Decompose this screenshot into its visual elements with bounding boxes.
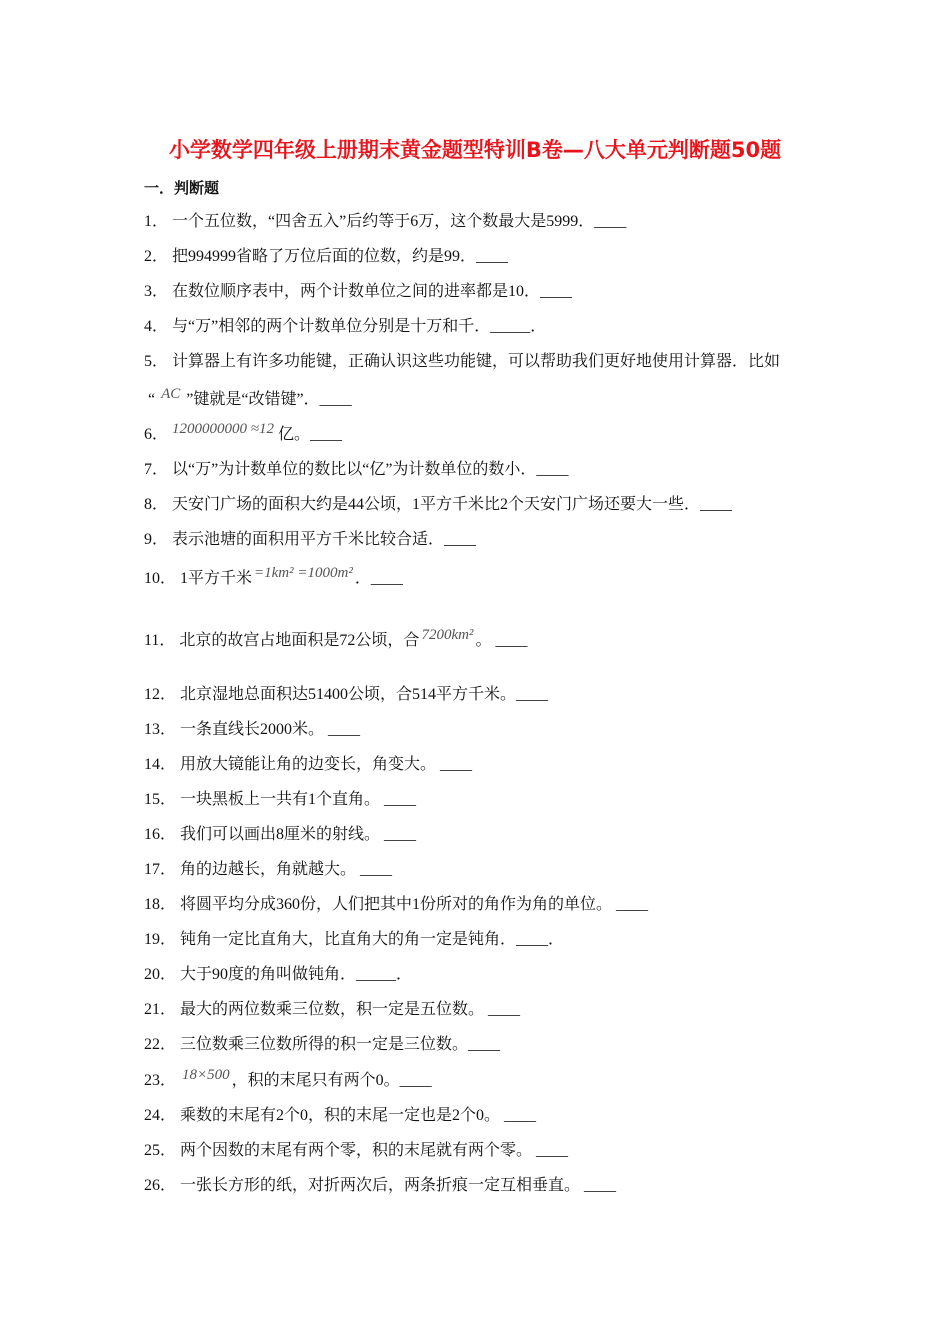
question-17 — [144, 859, 392, 881]
question-number: 4． — [144, 318, 169, 335]
question-text-post: 亿。____ — [278, 426, 343, 443]
question-text: 与“万”相邻的两个计数单位分别是十万和千．_____． — [172, 318, 547, 335]
question-number: 6． — [144, 426, 169, 443]
question-text: 一块黑板上一共有1个直角。 ____ — [180, 791, 417, 808]
question-11 — [144, 627, 528, 652]
question-text-post: 。 ____ — [475, 632, 528, 649]
question-4 — [144, 316, 546, 338]
question-22 — [144, 1034, 500, 1056]
question-number: 8． — [144, 496, 169, 513]
math-expression: =1km² =1000m² — [254, 565, 353, 581]
math-expression: 1200000000 ≈12 — [172, 421, 274, 437]
question-number: 3． — [144, 283, 169, 300]
question-text: 乘数的末尾有2个0，积的末尾一定也是2个0。 ____ — [180, 1107, 537, 1124]
question-26 — [144, 1175, 616, 1197]
question-number: 22． — [144, 1036, 177, 1053]
math-expression: 18×500 — [182, 1067, 230, 1083]
question-text: 钝角一定比直角大，比直角大的角一定是钝角．____． — [180, 931, 565, 948]
question-number: 21． — [144, 1001, 177, 1018]
question-number: 11． — [144, 632, 176, 649]
question-1 — [144, 211, 626, 233]
question-25 — [144, 1140, 568, 1162]
question-3 — [144, 281, 572, 303]
question-number: 14． — [144, 756, 177, 773]
question-8 — [144, 494, 732, 516]
question-text-post: ，积的末尾只有两个0。____ — [231, 1072, 432, 1089]
question-text: 一个五位数，“四舍五入”后约等于6万，这个数最大是5999．____ — [172, 213, 627, 230]
question-text: 用放大镜能让角的边变长，角变大。 ____ — [180, 756, 473, 773]
question-text: 在数位顺序表中，两个计数单位之间的进率都是10．____ — [172, 283, 573, 300]
question-number: 12． — [144, 686, 177, 703]
question-text: 表示池塘的面积用平方千米比较合适．____ — [172, 531, 477, 548]
question-text-pre: “ — [148, 391, 156, 408]
question-text: 角的边越长，角就越大。 ____ — [180, 861, 393, 878]
question-number: 1． — [144, 213, 169, 230]
question-text: 最大的两位数乘三位数，积一定是五位数。 ____ — [180, 1001, 521, 1018]
question-text: 三位数乘三位数所得的积一定是三位数。____ — [180, 1036, 501, 1053]
question-number: 17． — [144, 861, 177, 878]
question-text: 一张长方形的纸，对折两次后，两条折痕一定互相垂直。 ____ — [180, 1177, 617, 1194]
question-number: 5． — [144, 353, 169, 370]
question-number: 9． — [144, 531, 169, 548]
question-text-pre: 1平方千米 — [180, 570, 253, 587]
question-text: 计算器上有许多功能键，正确认识这些功能键，可以帮助我们更好地使用计算器．比如 — [172, 353, 781, 370]
question-14 — [144, 754, 472, 776]
question-text: 大于90度的角叫做钝角．_____． — [180, 966, 413, 983]
question-5 — [144, 351, 780, 373]
question-23 — [144, 1067, 432, 1092]
question-number: 23． — [144, 1072, 177, 1089]
question-number: 18． — [144, 896, 177, 913]
question-text: 把994999省略了万位后面的位数，约是99．____ — [172, 248, 509, 265]
question-16 — [144, 824, 416, 846]
question-text: 我们可以画出8厘米的射线。 ____ — [180, 826, 417, 843]
question-24 — [144, 1105, 536, 1127]
question-number: 26． — [144, 1177, 177, 1194]
question-5-continued — [148, 386, 352, 411]
question-20 — [144, 964, 412, 986]
question-text-pre: 北京的故宫占地面积是72公顷，合 — [179, 632, 420, 649]
question-10 — [144, 565, 403, 590]
question-text: 两个因数的末尾有两个零，积的末尾就有两个零。 ____ — [180, 1142, 569, 1159]
question-text: 天安门广场的面积大约是44公顷，1平方千米比2个天安门广场还要大一些．____ — [172, 496, 733, 513]
question-number: 16． — [144, 826, 177, 843]
question-number: 13． — [144, 721, 177, 738]
question-number: 20． — [144, 966, 177, 983]
question-13 — [144, 719, 360, 741]
question-9 — [144, 529, 476, 551]
question-number: 24． — [144, 1107, 177, 1124]
question-12 — [144, 684, 548, 706]
question-6 — [144, 421, 343, 446]
math-expression: 7200km² — [421, 627, 474, 643]
math-expression: AC — [161, 386, 181, 402]
question-number: 19． — [144, 931, 177, 948]
page-title: 小学数学四年级上册期末黄金题型特训B卷—八大单元判断题50题 — [168, 138, 782, 162]
question-number: 7． — [144, 461, 169, 478]
question-21 — [144, 999, 520, 1021]
question-19 — [144, 929, 564, 951]
question-15 — [144, 789, 416, 811]
question-2 — [144, 246, 508, 268]
question-7 — [144, 459, 568, 481]
question-text: 北京湿地总面积达51400公顷，合514平方千米。____ — [180, 686, 549, 703]
question-number: 15． — [144, 791, 177, 808]
question-number: 10． — [144, 570, 177, 587]
question-text: 一条直线长2000米。 ____ — [180, 721, 361, 738]
question-text-post: ．____ — [354, 570, 403, 587]
question-text: 以“万”为计数单位的数比以“亿”为计数单位的数小．____ — [172, 461, 569, 478]
question-number: 2． — [144, 248, 169, 265]
question-text-post: ”键就是“改错键”．____ — [186, 391, 352, 408]
question-text: 将圆平均分成360份，人们把其中1份所对的角作为角的单位。 ____ — [180, 896, 649, 913]
question-number: 25． — [144, 1142, 177, 1159]
section-heading: 一．判断题 — [144, 179, 220, 197]
question-18 — [144, 894, 648, 916]
